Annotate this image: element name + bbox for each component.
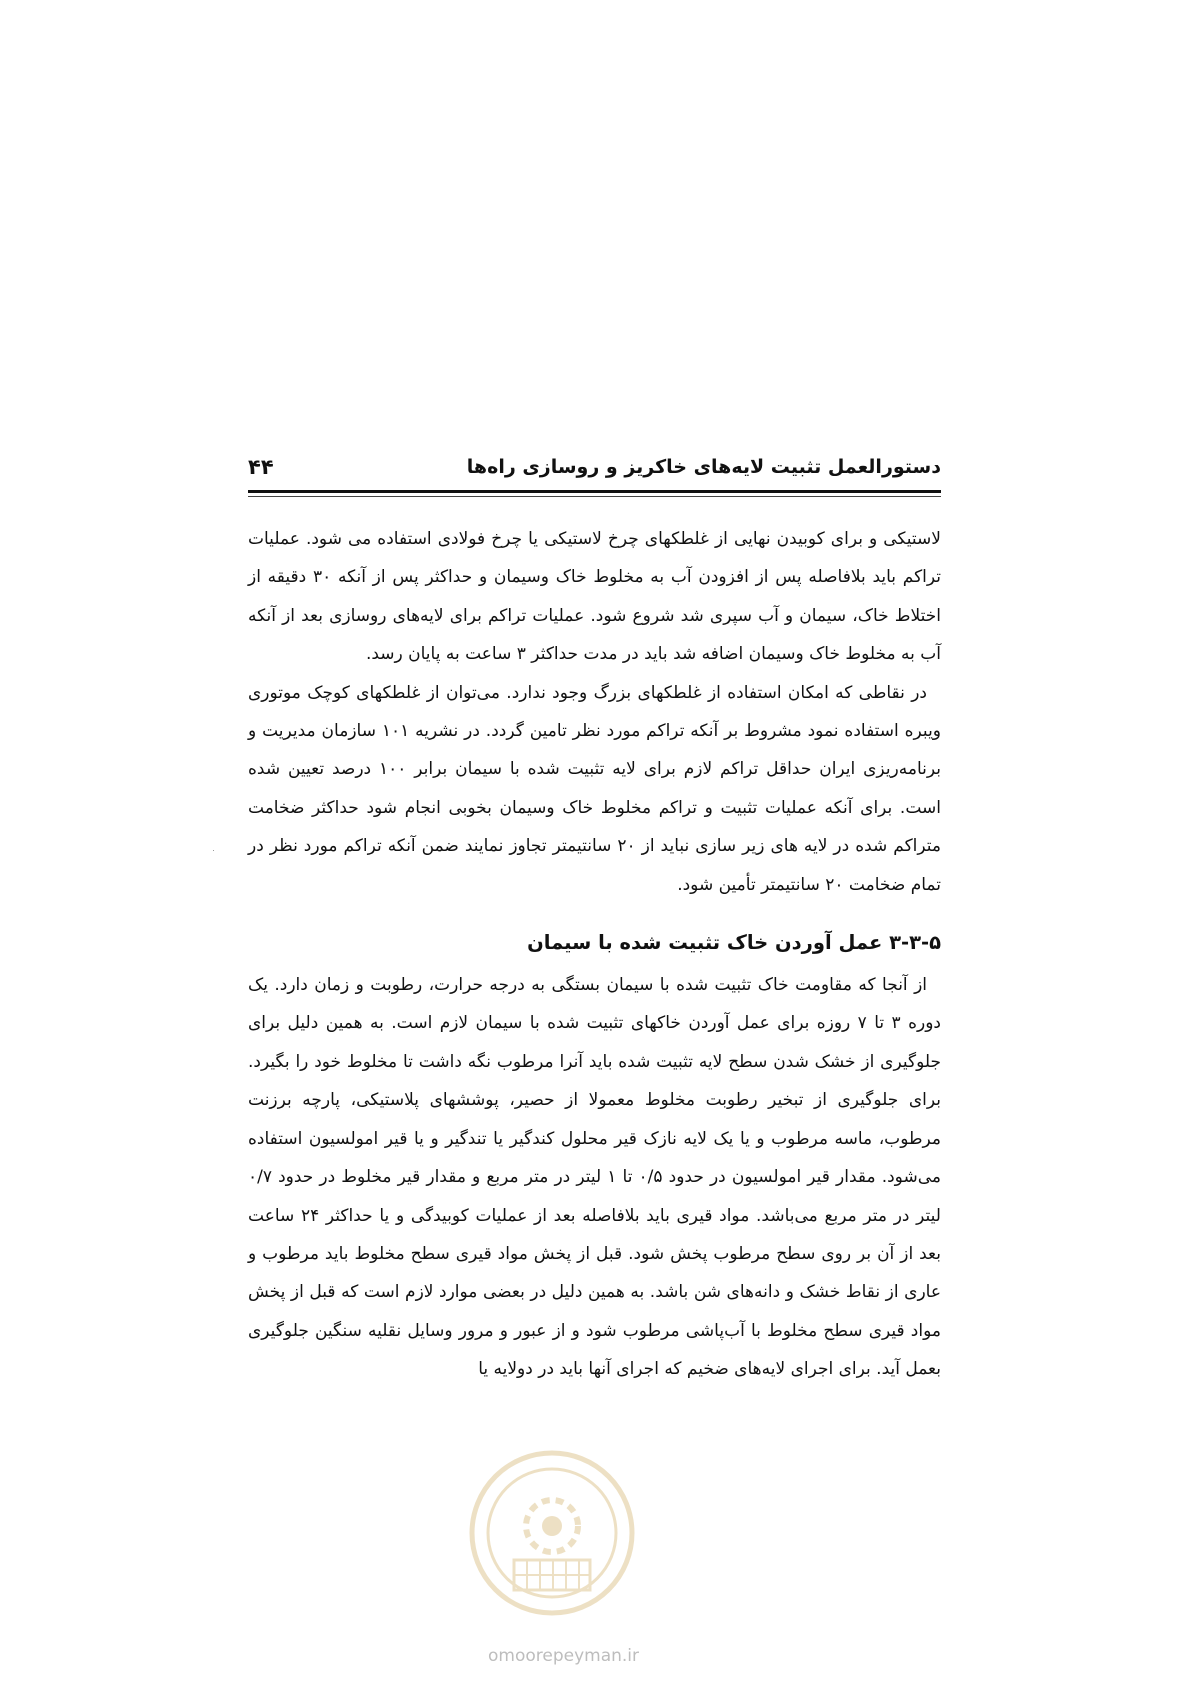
header-rule-thick (248, 490, 941, 493)
body-text (248, 520, 941, 1389)
page-number: ۴۴ (248, 455, 274, 479)
paragraph: در نقاطی که امکان استفاده از غلطکهای بزرگ وجود ندارد. می‌توان از غلطکهای کوچک موتوری ویبره استفاده نمود مشروط بر آنکه تراکم مورد نظر تامین گردد. در نشریه ۱۰۱ سازمان مدیریت و برنامه‌ریزی ایران حداقل تراکم لازم برای لایه تثبیت شده با سیمان برابر ۱۰۰ درصد تعیین شده است. برای آنکه عملیات تثبیت و تراکم مخلوط خاک وسیمان بخوبی انجام شود حداکثر ضخامت متراکم شده در لایه های زیر سازی نباید از ۲۰ سانتیمتر تجاوز نمایند ضمن آنکه تراکم مورد نظر در تمام ضخامت ۲۰ سانتیمتر تأمین شود. (248, 682, 942, 895)
paragraph: لاستیکی و برای کوبیدن نهایی از غلطکهای چرخ لاستیکی یا چرخ فولادی استفاده می شود. عملیات تراکم باید بلافاصله پس از افزودن آب به مخلوط خاک وسیمان و حداکثر پس از آنکه ۳۰ دقیقه از اختلاط خاک، سیمان و آب سپری شد شروع شود. عملیات تراکم برای لایه‌های روسازی بعد از آنکه آب به مخلوط خاک وسیمان اضافه شد باید در مدت حداکثر ۳ ساعت به پایان رسد. (248, 529, 942, 665)
running-head (248, 452, 941, 484)
header-rule-thin (248, 496, 941, 497)
paragraph: از آنجا که مقاومت خاک تثبیت شده با سیمان بستگی به درجه حرارت، رطوبت و زمان دارد. یک دوره ۳ تا ۷ روزه برای عمل آوردن خاکهای تثبیت شده با سیمان لازم است. به همین دلیل برای جلوگیری از خشک شدن سطح لایه تثبیت شده باید آنرا مرطوب نگه داشت تا مخلوط خود را بگیرد. برای جلوگیری از تبخیر رطوبت مخلوط معمولا از حصیر، پوششهای پلاستیکی، پارچه برزنت مرطوب، ماسه مرطوب و یا یک لایه نازک قیر محلول کندگیر یا تندگیر و یا قیر امولسیون استفاده می‌شود. مقدار قیر امولسیون در حدود ۰/۵ تا ۱ لیتر در متر مربع و مقدار قیر مخلوط در حدود ۰/۷ لیتر در متر مربع می‌باشد. مواد قیری باید بلافاصله بعد از عملیات کوبیدگی و یا حداکثر ۲۴ ساعت بعد از آن بر روی سطح مرطوب پخش شود. قبل از پخش مواد قیری سطح مخلوط باید مرطوب و عاری از نقاط خشک و دانه‌های شن باشد. به همین دلیل در بعضی موارد لازم است که قبل از پخش مواد قیری سطح مخلوط با آب‌پاشی مرطوب شود و از عبور و مرور وسایل نقلیه سنگین جلوگیری بعمل آید. برای اجرای لایه‌های ضخیم که اجرای آنها باید در دولایه یا (248, 975, 941, 1380)
seal-logo-icon (462, 1448, 642, 1618)
section-heading: ۳-۳-۵ عمل آوردن خاک تثبیت شده با سیمان (527, 931, 941, 955)
running-head-title: دستورالعمل تثبیت لایه‌های خاکریز و روسازی راه‌ها (466, 456, 941, 478)
scan-speck (213, 850, 214, 851)
watermark-url: omoorepeyman.ir (488, 1646, 640, 1666)
